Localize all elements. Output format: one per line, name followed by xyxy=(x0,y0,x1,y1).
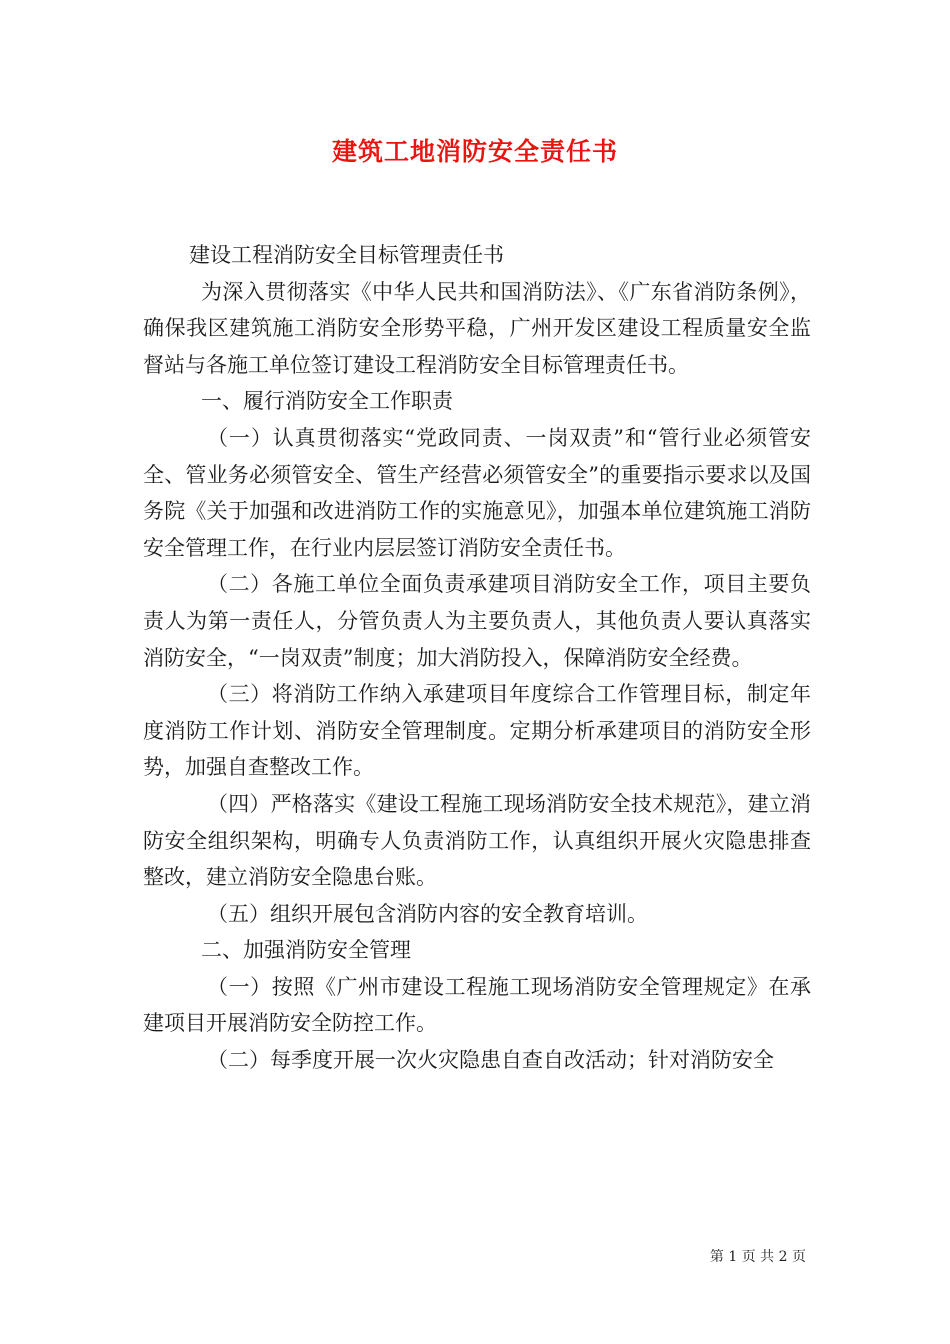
section-heading-2: 二、加强消防安全管理 xyxy=(201,938,411,963)
paragraph-2-1: （一）按照《广州市建设工程施工现场消防安全管理规定》在承建项目开展消防安全防控工作。 xyxy=(143,974,811,1036)
paragraph-subtitle: 建设工程消防安全目标管理责任书 xyxy=(189,243,504,267)
paragraph-2-2: （二）每季度开展一次火灾隐患自查自改活动；针对消防安全 xyxy=(207,1048,774,1073)
document-title: 建筑工地消防安全责任书 xyxy=(331,137,618,166)
paragraph-1-1: （一）认真贯彻落实“党政同责、一岗双责”和“管行业必须管安全、管业务必须管安全、管生产经营必须管安全”的重要指示要求以及国务院《关于加强和改进消防工作的实施意见》，加强本单位建筑施工消防安全管理工作，在行业内层层签订消防安全责任书。 xyxy=(143,425,811,560)
section-heading-1: 一、履行消防安全工作职责 xyxy=(201,389,453,414)
paragraph-1-5: （五）组织开展包含消防内容的安全教育培训。 xyxy=(207,901,648,926)
page-number-footer: 第 1 页 共 2 页 xyxy=(709,1249,806,1265)
paragraph-1-4: （四）严格落实《建设工程施工现场消防安全技术规范》，建立消防安全组织架构，明确专人负责消防工作，认真组织开展火灾隐患排查整改，建立消防安全隐患台账。 xyxy=(143,791,811,890)
paragraph-1-3: （三）将消防工作纳入承建项目年度综合工作管理目标，制定年度消防工作计划、消防安全管理制度。定期分析承建项目的消防安全形势，加强自查整改工作。 xyxy=(143,682,811,780)
document-body xyxy=(143,237,811,1079)
paragraph-intro: 为深入贯彻落实《中华人民共和国消防法》、《广东省消防条例》，确保我区建筑施工消防安全形势平稳，广州开发区建设工程质量安全监督站与各施工单位签订建设工程消防安全目标管理责任书。 xyxy=(143,279,811,377)
paragraph-1-2: （二）各施工单位全面负责承建项目消防安全工作，项目主要负责人为第一责任人，分管负责人为主要负责人，其他负责人要认真落实消防安全，“一岗双责”制度；加大消防投入，保障消防安全经费。 xyxy=(143,572,811,670)
